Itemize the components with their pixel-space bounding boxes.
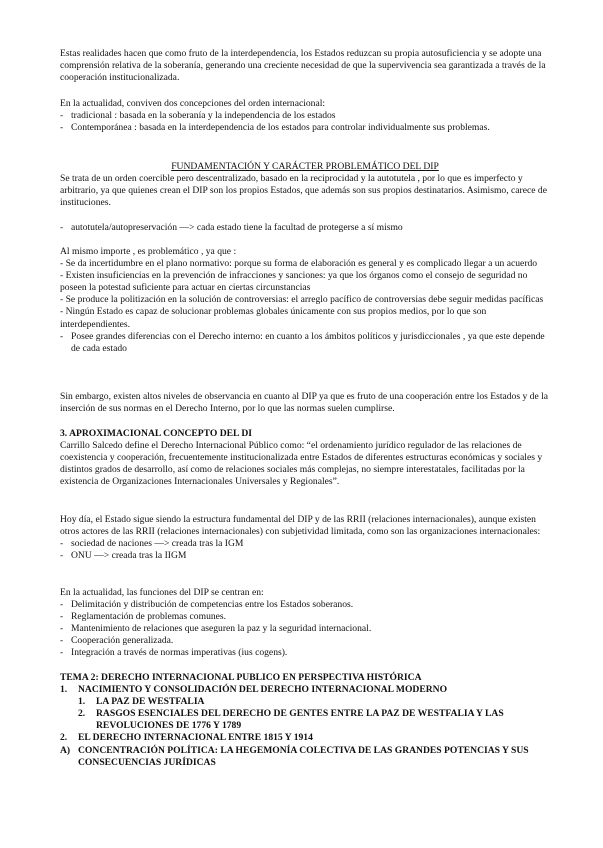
list-item: - Cooperación generalizada. [60,635,550,647]
section-funciones [60,587,550,660]
heading-fundamentacion: FUNDAMENTACIÓN Y CARÁCTER PROBLEMÁTICO DEL DIP [171,161,439,172]
list-item: - sociedad de naciones —> creada tras la IGM [60,538,550,550]
list-item: - Integración a través de normas imperativas (ius cogens). [60,647,550,659]
list-item: - tradicional : basada en la soberanía y la independencia de los estados [60,110,550,122]
heading-aproximacion: 3. APROXIMACIONAL CONCEPTO DEL DI [60,428,252,439]
section-problematico [60,246,550,355]
list-item: - Mantenimiento de relaciones que aseguren la paz y la seguridad internacional. [60,623,550,635]
paragraph-problematico: Al mismo importe , es problemático , ya que : [60,246,237,257]
outline-subitem: 2. RASGOS ESENCIALES DEL DERECHO DE GENTES ENTRE LA PAZ DE WESTFALIA Y LAS REVOLUCIONES DE 1776 Y 1789 [78,708,504,732]
paragraph-interdependence: Estas realidades hacen que como fruto de la interdependencia, los Estados reduzcan su propia autosuficiencia y se adopte una comprensión relativa de la soberanía, generando una creciente necesidad de que la supervivencia sea garantizada a través de la cooperación institucionalizada. [60,48,546,84]
outline-item: 2. EL DERECHO INTERNACIONAL ENTRE 1815 Y 1914 [60,732,313,744]
list-item: - Delimitación y distribución de competencias entre los Estados soberanos. [60,599,550,611]
outline-item: A) CONCENTRACIÓN POLÍTICA: LA HEGEMONÍA COLECTIVA DE LAS GRANDES POTENCIAS Y SUS CONSECUENCIAS JURÍDICAS [60,744,529,768]
list-item: - Posee grandes diferencias con el Derecho interno: en cuanto a los ámbitos políticos y jurisdiccionales , ya que este depende de cada estado [60,331,550,355]
heading-tema-2: TEMA 2: DERECHO INTERNACIONAL PUBLICO EN PERSPECTIVA HISTÓRICA [60,672,422,683]
section-fundamentacion [60,161,550,209]
list-item: - autotutela/autopreservación —> cada estado tiene la facultad de protegerse a sí mismo [60,222,550,234]
section-orden-internacional [60,98,550,134]
list-item: - Contemporánea : basada en la interdependencia de los estados para controlar individualmente sus problemas. [60,122,550,134]
list-item: - Existen insuficiencias en la prevención de infracciones y sanciones: ya que los órganos como el consejo de seguridad no poseen la potestad suficiente para actuar en ciertas circunstancias [60,270,528,294]
outline-item: 1. NACIMIENTO Y CONSOLIDACIÓN DEL DERECHO INTERNACIONAL MODERNO [60,684,448,696]
list-item: - ONU —> creada tras la IIGM [60,550,550,562]
paragraph-observancia: Sin embargo, existen altos niveles de observancia en cuanto al DIP ya que es fruto de una cooperación entre los Estados y de la inserción de sus normas en el Derecho Interno, por lo que las normas suelen cumplirse. [60,391,549,415]
section-aproximacion [60,428,550,488]
paragraph-funciones: En la actualidad, las funciones del DIP se centran en: [60,587,264,598]
section-estado [60,514,550,562]
list-item: - Reglamentación de problemas comunes. [60,611,550,623]
list-item: - Se produce la politización en la solución de controversias: el arreglo pacífico de controversias debe seguir medidas pacíficas [60,294,544,306]
paragraph-conceptions: En la actualidad, conviven dos concepciones del orden internacional: [60,98,326,109]
list-item: - Ningún Estado es capaz de solucionar problemas globales únicamente con sus propios medios, por lo que son interdependientes. [60,306,487,330]
section-tema-2 [60,672,550,769]
paragraph-carrillo-salcedo: Carrillo Salcedo define el Derecho Internacional Público como: “el ordenamiento jurídico regulador de las relaciones de coexistencia y cooperación, frecuentemente institucionalizada entre Estados de diferentes estructuras económicas y sociales y distintos grados de desarrollo, así como de relaciones sociales más complejas, no siempre interestatales, facilitadas por la existencia de Organizaciones Internacionales Universales y Regionales”. [60,440,543,488]
list-autotutela [60,222,550,234]
paragraph-estado: Hoy día, el Estado sigue siendo la estructura fundamental del DIP y de las RRII (relaciones internacionales), aunque existen otros actores de las RRII (relaciones internacionales) con subjetividad limitada, como son las organizaciones internacionales: [60,514,541,538]
list-item: - Se da incertidumbre en el plano normativo: porque su forma de elaboración es general y es complicado llegar a un acuerdo [60,258,538,270]
paragraph-orden-coercible: Se trata de un orden coercible pero descentralizado, basado en la reciprocidad y la autotutela , por lo que es imperfecto y arbitrario, ya que quienes crean el DIP son los propios Estados, que además son sus propios destinatarios. Asimismo, carece de instituciones. [60,173,547,209]
outline-subitem: 1. LA PAZ DE WESTFALIA [78,696,205,708]
